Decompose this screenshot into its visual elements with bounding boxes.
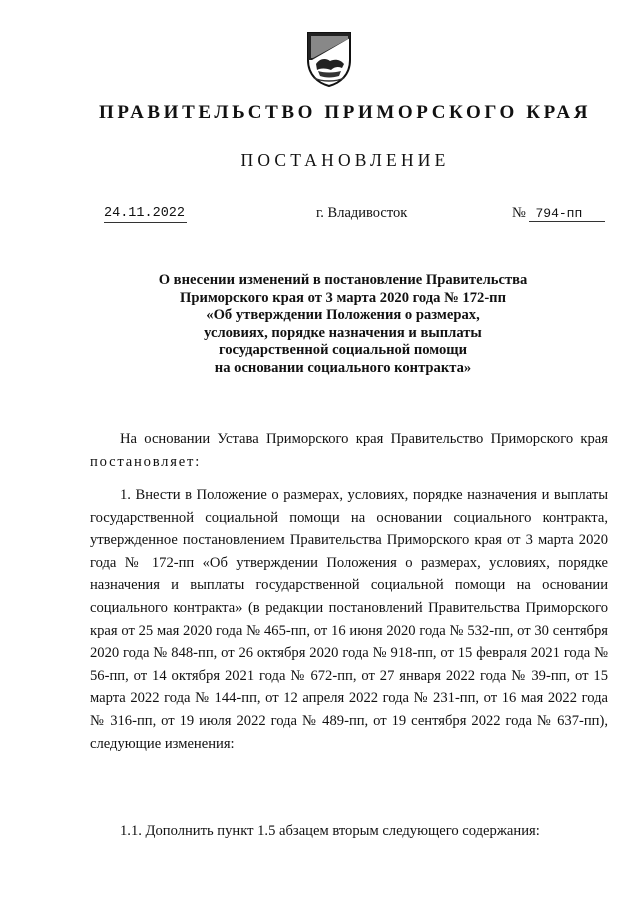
document-number: 794-пп [529, 206, 605, 222]
subject-line: на основании социального контракта» [214, 359, 472, 376]
number-prefix: № [512, 205, 526, 221]
document-number-block [512, 205, 605, 222]
subject-line: О внесении изменений в постановление Правительства [158, 272, 528, 288]
intro-keyword: постановляет: [90, 453, 202, 470]
document-subject [110, 272, 576, 378]
item-1-paragraph: 1. Внести в Положение о размерах, условиях, порядке назначения и выплаты государственной социальной помощи на основании социального контракта, утвержденное постановлением Правительства Приморского края от 3 марта 2020 года № 172-пп «Об утверждении Положения о размерах, условиях, порядке назначения и выплаты государственной социальной помощи на основании социального контракта» (в редакции постановлений Правительства Приморского края от 25 мая 2020 года № 465-пп, от 16 июня 2020 года № 532-пп, от 30 сентября 2020 года № 848-пп, от 26 октября 2020 года № 918-пп, от 15 февраля 2021 года № 56-пп, от 14 октября 2021 года № 672-пп, от 27 января 2022 года № 39-пп, от 15 марта 2022 года № 144-пп, от 12 апреля 2022 года № 231-пп, от 16 мая 2022 года № 316-пп, от 19 июля 2022 года № 489-пп, от 19 сентября 2022 года № 637-пп), следующие изменения: [90, 487, 608, 752]
intro-paragraph [90, 428, 608, 473]
coat-of-arms-icon [304, 30, 354, 88]
intro-text: На основании Устава Приморского края Правительство Приморского края [120, 431, 608, 447]
government-title: ПРАВИТЕЛЬСТВО ПРИМОРСКОГО КРАЯ [98, 102, 592, 123]
item-1-1-paragraph: 1.1. Дополнить пункт 1.5 абзацем вторым следующего содержания: [120, 823, 540, 839]
subject-line: Приморского края от 3 марта 2020 года № 172-пп [179, 289, 506, 306]
document-city: г. Владивосток [316, 205, 408, 221]
subject-line: «Об утверждении Положения о размерах, [206, 307, 480, 324]
subject-line: государственной социальной помощи [218, 342, 468, 359]
document-date: 24.11.2022 [104, 206, 186, 221]
subject-line: условиях, порядке назначения и выплаты [204, 324, 482, 341]
document-type: ПОСТАНОВЛЕНИЕ [240, 150, 450, 170]
